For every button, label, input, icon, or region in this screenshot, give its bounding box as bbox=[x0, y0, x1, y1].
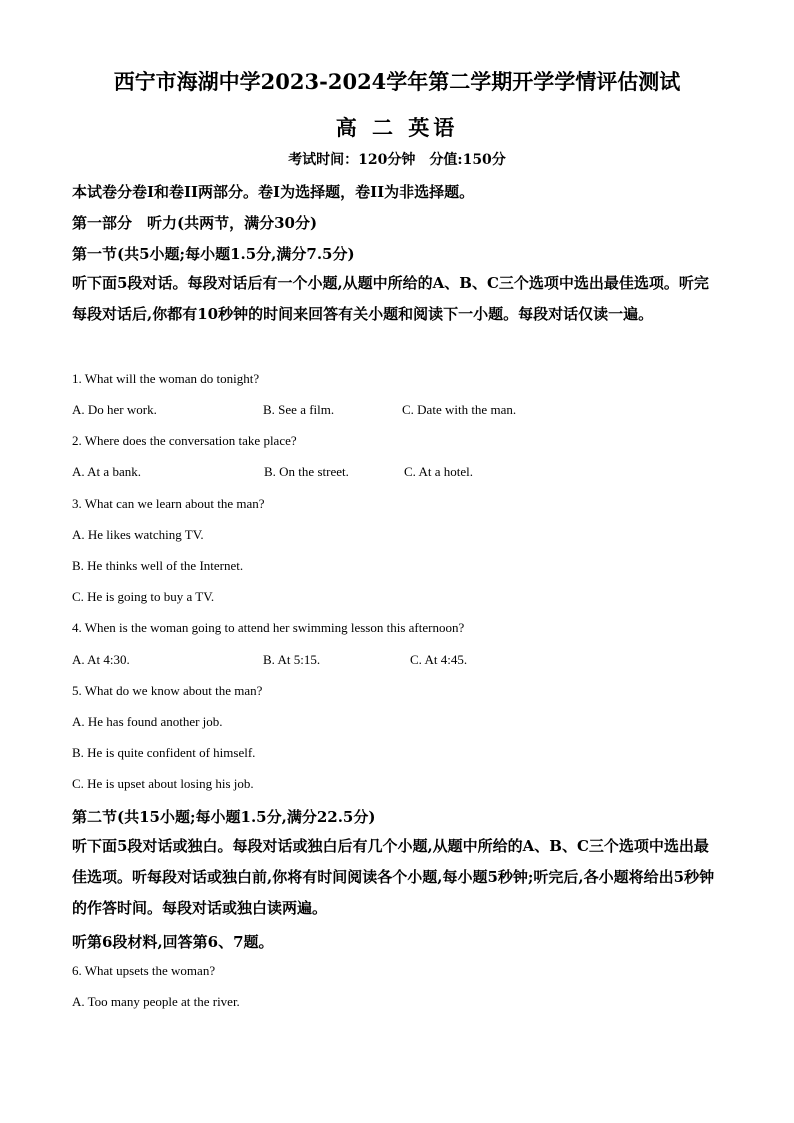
question-5-stem: 5. What do we know about the man? bbox=[72, 683, 263, 698]
question-5-option-c: C. He is upset about losing his job. bbox=[72, 776, 254, 791]
question-3-option-a: A. He likes watching TV. bbox=[72, 527, 204, 542]
question-5-option-a: A. He has found another job. bbox=[72, 714, 223, 729]
question-4-stem: 4. When is the woman going to attend her swimming lesson this afternoon? bbox=[72, 620, 465, 635]
question-2-option-b: B. On the street. bbox=[264, 464, 349, 479]
intro-text: 本试卷分卷I和卷II两部分。卷I为选择题，卷II为非选择题。 bbox=[72, 183, 475, 201]
section1-heading: 第一节(共5小题;每小题1.5分,满分7.5分) bbox=[72, 245, 355, 263]
section2-heading: 第二节(共15小题;每小题1.5分,满分22.5分) bbox=[72, 808, 376, 826]
question-4-option-a: A. At 4:30. bbox=[72, 652, 130, 667]
question-4-option-c: C. At 4:45. bbox=[410, 652, 468, 667]
question-3-stem: 3. What can we learn about the man? bbox=[72, 496, 265, 511]
question-2-option-a: A. At a bank. bbox=[72, 464, 141, 479]
subject-title: 高 二 英语 bbox=[335, 115, 459, 140]
question-4-option-b: B. At 5:15. bbox=[263, 652, 321, 667]
question-3-option-c: C. He is going to buy a TV. bbox=[72, 589, 215, 604]
question-1-option-c: C. Date with the man. bbox=[402, 402, 517, 417]
question-1-stem: 1. What will the woman do tonight? bbox=[72, 371, 260, 386]
question-6-stem: 6. What upsets the woman? bbox=[72, 963, 216, 978]
question-2-stem: 2. Where does the conversation take place? bbox=[72, 433, 297, 448]
question-2-option-c: C. At a hotel. bbox=[404, 464, 473, 479]
section1-directions: 听下面5段对话。每段对话后有一个小题,从题中所给的A、B、C三个选项中选出最佳选项。听完每段对话后,你都有10秒钟的时间来回答有关小题和阅读下一小题。每段对话仅读一遍。 bbox=[72, 274, 709, 323]
question-1-option-b: B. See a film. bbox=[263, 402, 335, 417]
part1-heading: 第一部分 听力(共两节，满分30分) bbox=[72, 214, 318, 232]
question-1-option-a: A. Do her work. bbox=[72, 402, 157, 417]
question-3-option-b: B. He thinks well of the Internet. bbox=[72, 558, 244, 573]
section2-directions: 听下面5段对话或独白。每段对话或独白后有几个小题,从题中所给的A、B、C三个选项中选出最佳选项。听每段对话或独白前,你将有时间阅读各个小题,每小题5秒钟;听完后,各小题将给出5秒钟的作答时间。每段对话或独白读两遍。 bbox=[72, 837, 715, 917]
material-note: 听第6段材料,回答第6、7题。 bbox=[72, 933, 274, 951]
question-5-option-b: B. He is quite confident of himself. bbox=[72, 745, 256, 760]
exam-title: 西宁市海湖中学2023-2024学年第二学期开学学情评估测试 bbox=[113, 69, 681, 94]
question-6-option-a: A. Too many people at the river. bbox=[72, 994, 240, 1009]
exam-info: 考试时间：120分钟 分值:150分 bbox=[288, 152, 506, 168]
